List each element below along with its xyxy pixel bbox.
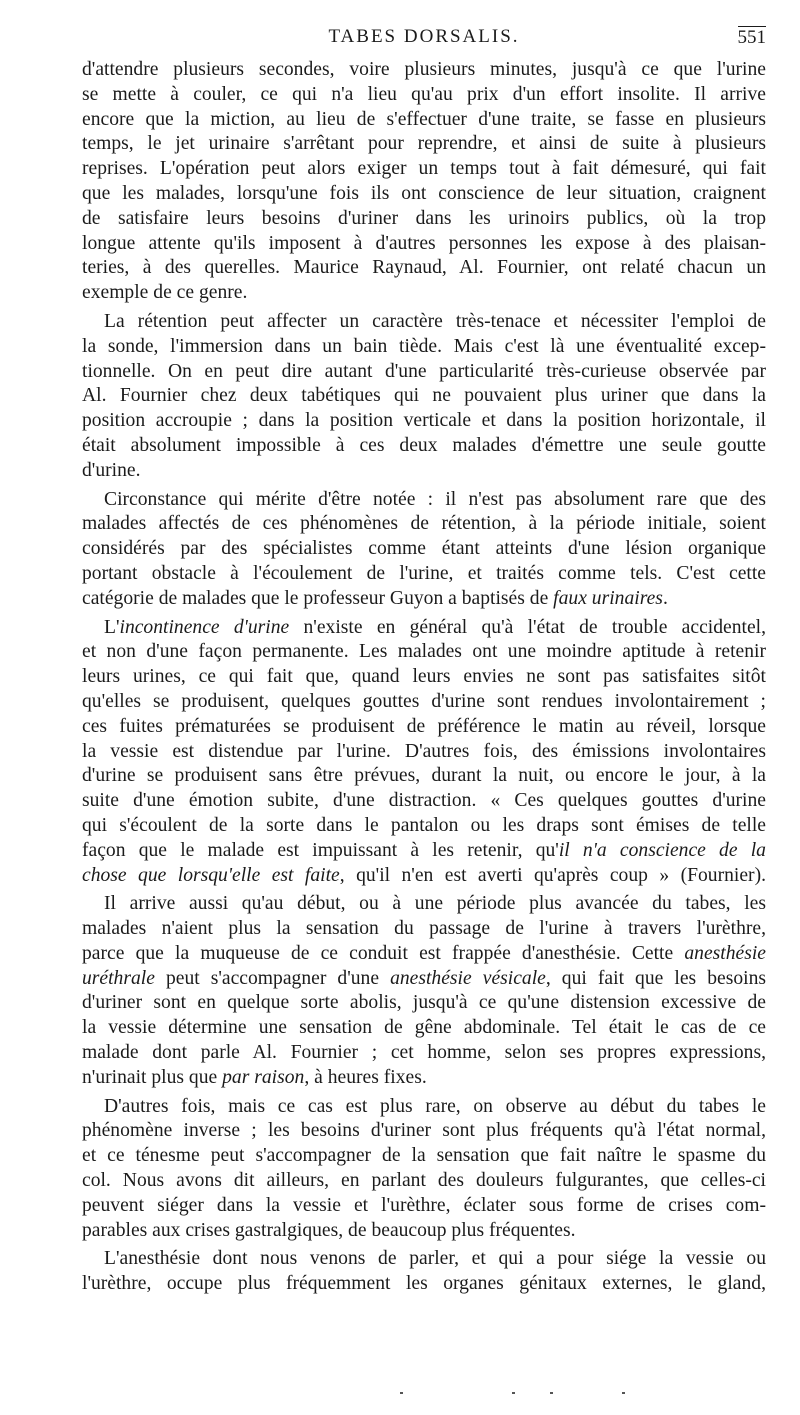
text-line: reprises. L'opération peut alors exiger un temps tout à fait démesuré, qui fait	[82, 158, 766, 180]
text-line: L'incontinence d'urine n'existe en général qu'à l'état de trouble accidentel,	[104, 616, 766, 638]
text-line: malades n'aient plus la sensation du passage de l'urine à travers l'urèthre,	[82, 918, 766, 940]
text-line: tionnelle. On en peut dire autant d'une particularité très-curieuse observée par	[82, 360, 766, 382]
text-line: peuvent siéger dans la vessie et l'urèthre, éclater sous forme de crises com-	[82, 1194, 766, 1216]
text-line: qu'elles se produisent, quelques gouttes d'urine sont rendues involontairement ;	[82, 690, 766, 712]
text-line: suite d'une émotion subite, d'une distraction. « Ces quelques gouttes d'urine	[82, 790, 766, 812]
text-line: la vessie détermine une sensation de gêne abdominale. Tel était le cas de ce	[82, 1017, 766, 1039]
text-line: l'urèthre, occupe plus fréquemment les organes génitaux externes, le gland,	[82, 1273, 766, 1295]
text-line: ces fuites prématurées se produisent de préférence le matin au réveil, lorsque	[82, 715, 766, 737]
text-line: que les malades, lorsqu'une fois ils ont conscience de leur situation, craignent	[82, 182, 766, 204]
italic-quote: chose que lorsqu'elle est faite	[82, 864, 340, 886]
text-line: phénomène inverse ; les besoins d'uriner sont plus fréquents qu'à l'état normal,	[82, 1120, 766, 1142]
paragraph	[82, 616, 766, 889]
italic-term: faux urinaires	[553, 587, 663, 609]
text-line: d'urine se produisent sans être prévues, durant la nuit, ou encore le jour, à la	[82, 765, 766, 787]
text-line: n'urinait plus que par raison, à heures fixes.	[82, 1066, 427, 1088]
body-text	[82, 58, 766, 1297]
text-line: encore que la miction, au lieu de s'effectuer d'une traite, se fasse en plusieurs	[82, 108, 766, 130]
text-line: parables aux crises gastralgiques, de beaucoup plus fréquentes.	[82, 1219, 576, 1241]
text-line: Circonstance qui mérite d'être notée : il n'est pas absolument rare que des	[104, 488, 766, 510]
text-line: longue attente qu'ils imposent à d'autres personnes les expose à des plaisan-	[82, 232, 766, 254]
text-line: la vessie est distendue par l'urine. D'autres fois, des émissions involontaires	[82, 740, 766, 762]
text-line: temps, le jet urinaire s'arrêtant pour reprendre, et ainsi de suite à plusieurs	[82, 133, 766, 155]
running-title: TABES DORSALIS.	[328, 26, 520, 47]
text-line: exemple de ce genre.	[82, 282, 248, 304]
text-line: parce que la muqueuse de ce conduit est frappée d'anesthésie. Cette anesthésie	[82, 942, 766, 964]
paragraph	[82, 1095, 766, 1244]
text-line: La rétention peut affecter un caractère très-tenace et nécessiter l'emploi de	[104, 310, 766, 332]
text-line: uréthrale peut s'accompagner d'une anesthésie vésicale, qui fait que les besoins	[82, 967, 766, 989]
italic-term: anesthésie	[684, 942, 766, 964]
italic-quote: il n'a conscience de la	[558, 839, 766, 861]
text-line: Il arrive aussi qu'au début, ou à une période plus avancée du tabes, les	[104, 893, 766, 915]
text-line: L'anesthésie dont nous venons de parler, et qui a pour siége la vessie ou	[104, 1248, 766, 1270]
italic-term: uréthrale	[82, 967, 155, 989]
text-line: et ce ténesme peut s'accompagner de la sensation que fait naître le spasme du	[82, 1145, 766, 1167]
paragraph	[82, 488, 766, 612]
text-line: Al. Fournier chez deux tabétiques qui ne pouvaient plus uriner que dans la	[82, 385, 766, 407]
italic-term: anesthésie vésicale	[390, 967, 546, 989]
text-line: la sonde, l'immersion dans un bain tiède. Mais c'est là une éventualité excep-	[82, 335, 766, 357]
text-line: malade dont parle Al. Fournier ; cet homme, selon ses propres expressions,	[82, 1042, 766, 1064]
text-line: D'autres fois, mais ce cas est plus rare, on observe au début du tabes le	[104, 1095, 766, 1117]
paragraph	[82, 310, 766, 484]
text-line: et non d'une façon permanente. Les malades ont une moindre aptitude à retenir	[82, 641, 766, 663]
italic-term: incontinence d'urine	[119, 616, 290, 638]
text-line: considérés par des spécialistes comme étant atteints d'une lésion organique	[82, 538, 766, 560]
paragraph	[82, 1247, 766, 1297]
page-header	[82, 26, 766, 54]
text-line: malades affectés de ces phénomènes de rétention, à la période initiale, soient	[82, 513, 766, 535]
text-line: teries, à des querelles. Maurice Raynaud, Al. Fournier, ont relaté chacun un	[82, 257, 766, 279]
text-line: position accroupie ; dans la position verticale et dans la position horizontale, il	[82, 410, 766, 432]
text-line: se mette à couler, ce qui n'a lieu qu'au prix d'un effort insolite. Il arrive	[82, 83, 766, 105]
paragraph	[82, 892, 766, 1090]
text-line: d'uriner sont en quelque sorte abolis, jusqu'à ce qu'une distension excessive de	[82, 992, 766, 1014]
text-line: catégorie de malades que le professeur Guyon a baptisés de faux urinaires.	[82, 587, 668, 609]
paragraph	[82, 58, 766, 306]
text-line: leurs urines, ce qui fait que, quand leurs envies ne sont pas satisfaites sitôt	[82, 666, 766, 688]
text-line: chose que lorsqu'elle est faite, qu'il n'en est averti qu'après coup » (Fournier).	[82, 864, 766, 886]
text-line: de satisfaire leurs besoins d'uriner dans les urinoirs publics, où la trop	[82, 207, 766, 229]
scan-specks	[400, 1392, 640, 1398]
text-line: col. Nous avons dit ailleurs, en parlant des douleurs fulgurantes, que celles-ci	[82, 1170, 766, 1192]
text-line: d'attendre plusieurs secondes, voire plusieurs minutes, jusqu'à ce que l'urine	[82, 59, 766, 80]
text-line: portant obstacle à l'écoulement de l'urine, et traités comme tels. C'est cette	[82, 562, 766, 584]
text-line: qui s'écoulent de la sorte dans le pantalon ou les draps sont émises de telle	[82, 814, 766, 836]
text-line: d'urine.	[82, 459, 141, 481]
page-number: 551	[737, 27, 766, 48]
text-line: était absolument impossible à ces deux malades d'émettre une seule goutte	[82, 434, 766, 456]
text-line: façon que le malade est impuissant à les retenir, qu'il n'a conscience de la	[82, 839, 766, 861]
italic-term: par raison	[222, 1066, 305, 1088]
